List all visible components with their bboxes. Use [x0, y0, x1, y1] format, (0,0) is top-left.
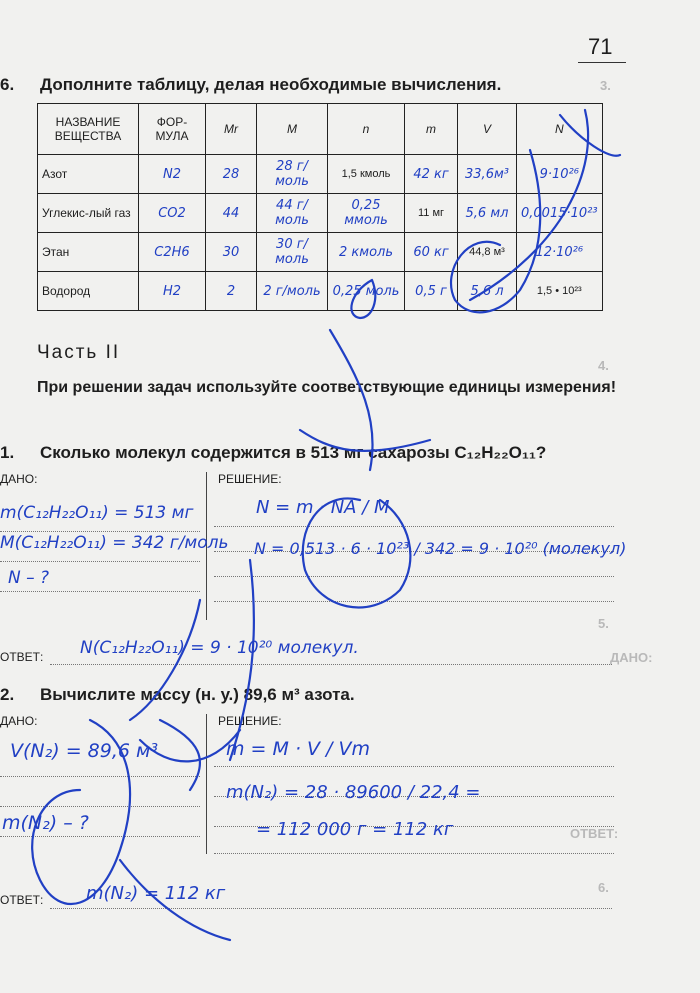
q2-answer-label: ОТВЕТ: — [0, 893, 44, 907]
q1-text: Сколько молекул содержится в 513 мг сахарозы C₁₂H₂₂O₁₁? — [40, 443, 547, 462]
page-number: 71 — [588, 34, 613, 59]
scribble-stroke — [303, 498, 411, 607]
col-header-name: НАЗВАНИЕ ВЕЩЕСТВА — [38, 104, 139, 155]
cell-count: 1,5 • 10²³ — [517, 272, 603, 311]
scribble-stroke — [120, 860, 230, 940]
q2-solution-line1: m = M · V / Vm — [226, 738, 371, 760]
cell-formula: N2 — [139, 155, 206, 194]
bleed-text: 6. — [598, 880, 609, 895]
cell-mass: 11 мг — [405, 194, 458, 233]
cell-mr: 28 — [206, 155, 257, 194]
col-header-count: N — [517, 104, 603, 155]
cell-mass: 42 кг — [405, 155, 458, 194]
col-header-v: V — [458, 104, 517, 155]
q1-answer-label: ОТВЕТ: — [0, 650, 44, 664]
cell-formula: CO2 — [139, 194, 206, 233]
cell-v: 5,6 мл — [458, 194, 517, 233]
col-header-formula: ФОР-МУЛА — [139, 104, 206, 155]
cell-count: 0,0015·10²³ — [517, 194, 603, 233]
q1-solution-line1: N = m · NA / M — [256, 497, 390, 518]
col-header-m: M — [257, 104, 328, 155]
q1-answer: N(C₁₂H₂₂O₁₁) = 9 · 10²⁰ молекул. — [80, 638, 359, 658]
cell-n: 2 кмоль — [328, 233, 405, 272]
cell-m: 2 г/моль — [257, 272, 328, 311]
bleed-text: 3. — [600, 78, 611, 93]
q2-answer: m(N₂) = 112 кг — [86, 883, 226, 904]
q2-solution-line3: = 112 000 г = 112 кг — [256, 819, 454, 840]
cell-n: 0,25 моль — [328, 272, 405, 311]
bleed-text: 4. — [598, 358, 609, 373]
cell-n: 1,5 кмоль — [328, 155, 405, 194]
cell-mass: 0,5 г — [405, 272, 458, 311]
col-header-n: n — [328, 104, 405, 155]
scribble-stroke — [230, 560, 254, 760]
scribble-stroke — [351, 280, 375, 318]
cell-m: 44 г/моль — [257, 194, 328, 233]
instruction-text: При решении задач используйте соответствующие единицы измерения! — [37, 379, 617, 396]
cell-v: 5,6 л — [458, 272, 517, 311]
task6-text: Дополните таблицу, делая необходимые вычисления. — [40, 75, 502, 94]
scribble-stroke — [140, 730, 240, 761]
cell-mass: 60 кг — [405, 233, 458, 272]
cell-name: Этан — [38, 233, 139, 272]
q2-text: Вычислите массу (н. у.) 89,6 м³ азота. — [40, 685, 355, 704]
scribble-stroke — [32, 720, 130, 904]
task6-number: 6. — [0, 75, 15, 94]
col-header-mass: m — [405, 104, 458, 155]
q2-given-line2: m(N₂) – ? — [2, 812, 89, 834]
part-heading: Часть II — [37, 342, 121, 363]
cell-mr: 44 — [206, 194, 257, 233]
q2-solution-line2: m(N₂) = 28 · 89600 / 22,4 = — [226, 782, 481, 803]
cell-count: 12·10²⁶ — [517, 233, 603, 272]
bleed-text: 5. — [598, 616, 609, 631]
col-header-mr: Mr — [206, 104, 257, 155]
cell-name: Азот — [38, 155, 139, 194]
q1-given-label: ДАНО: — [0, 472, 38, 486]
cell-mr: 2 — [206, 272, 257, 311]
bleed-text: ОТВЕТ: — [570, 826, 619, 841]
q1-number: 1. — [0, 443, 15, 462]
q1-given-line3: N – ? — [8, 568, 50, 588]
scribble-stroke — [560, 115, 620, 156]
scribble-stroke — [451, 150, 540, 312]
cell-v: 33,6м³ — [458, 155, 517, 194]
scribble-stroke — [330, 330, 373, 470]
q1-given-line1: m(C₁₂H₂₂O₁₁) = 513 мг — [0, 503, 194, 523]
scribble-stroke — [130, 600, 200, 720]
q1-given-line2: M(C₁₂H₂₂O₁₁) = 342 г/моль — [0, 533, 229, 553]
q1-solution-line2: N = 0,513 · 6 · 10²³ / 342 = 9 · 10²⁰ (молекул) — [254, 539, 627, 558]
cell-m: 28 г/моль — [257, 155, 328, 194]
cell-n: 0,25 ммоль — [328, 194, 405, 233]
scribble-stroke — [300, 430, 430, 451]
bleed-text: ДАНО: — [610, 650, 653, 665]
q1-solution-label: РЕШЕНИЕ: — [218, 472, 282, 486]
cell-mr: 30 — [206, 233, 257, 272]
cell-count: 9·10²⁶ — [517, 155, 603, 194]
q2-given-label: ДАНО: — [0, 714, 38, 728]
cell-formula: C2H6 — [139, 233, 206, 272]
q2-given-line1: V(N₂) = 89,6 м³ — [10, 740, 158, 762]
q2-solution-label: РЕШЕНИЕ: — [218, 714, 282, 728]
cell-name: Водород — [38, 272, 139, 311]
cell-formula: H2 — [139, 272, 206, 311]
scribble-stroke — [160, 720, 200, 790]
cell-m: 30 г/моль — [257, 233, 328, 272]
q2-number: 2. — [0, 685, 15, 704]
cell-v: 44,8 м³ — [458, 233, 517, 272]
cell-name: Углекис-лый газ — [38, 194, 139, 233]
